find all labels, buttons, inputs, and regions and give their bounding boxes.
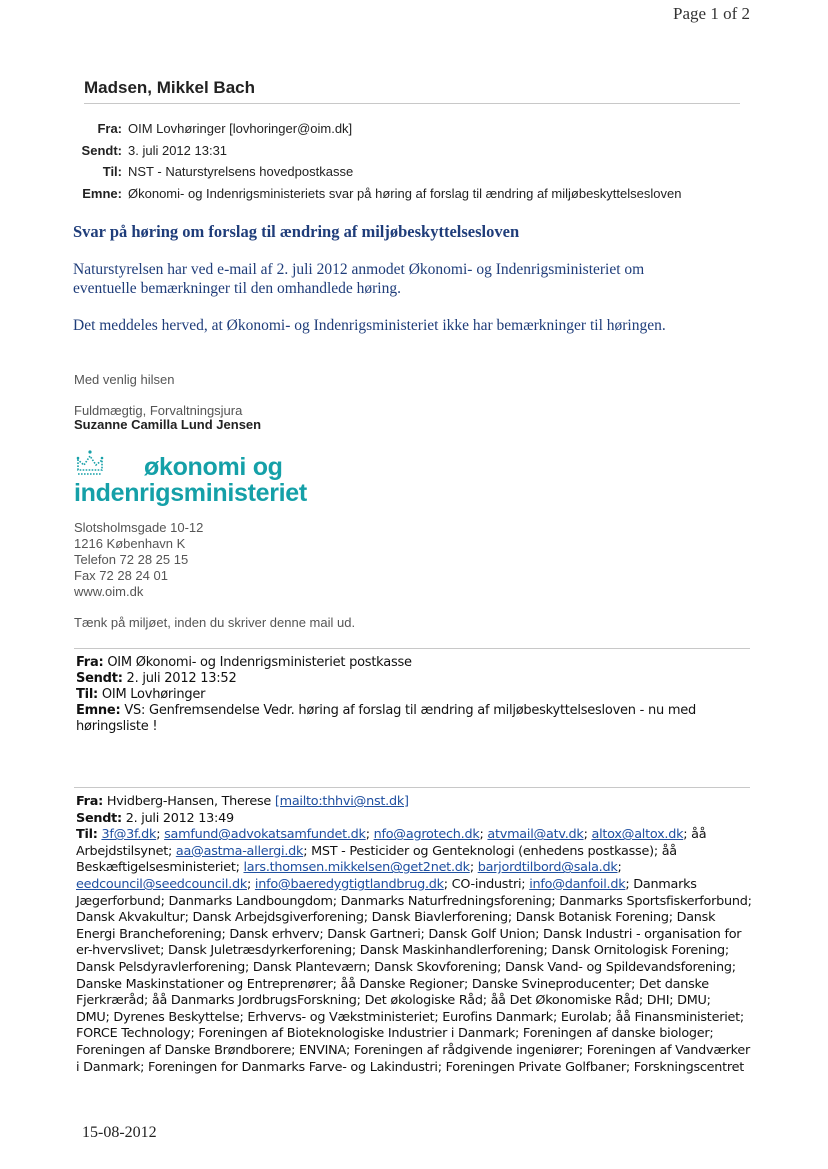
footer-date: 15-08-2012 [82,1124,157,1141]
mailto-link[interactable]: [mailto:thhvi@nst.dk] [274,794,409,809]
subject-row: Emne: Økonomi- og Indenrigsministeriets svar på høring af forslag til ændring af miljøbeskyttelsesloven [82,185,682,201]
body-title: Svar på høring om forslag til ændring af miljøbeskyttelsesloven [73,222,520,241]
email-link[interactable]: nfo@agrotech.dk [373,827,480,843]
ministry-logo: økonomi og indenrigsministeriet [74,453,307,507]
signature-name: Suzanne Camilla Lund Jensen [74,417,262,432]
recipient-line: Fjerkræråd; åå Danmarks JordbrugsForskning; Det økologiske Råd; åå Det Økonomiske Råd; DHI; DMU; [76,993,711,1009]
email-link[interactable]: info@baeredygtigtlandbrug.dk [254,876,444,892]
recipient-line: i Danmark; Foreningen for Danmarks Farve- og Lakindustri; Foreningen Private Golfbaner; Forskningscentret [76,1059,745,1075]
forward-divider-2 [74,787,750,788]
email-link[interactable]: barjordtilbord@sala.dk [477,860,618,876]
recipient-line: Energi Brancheforening; Dansk erhverv; Dansk Gartneri; Dansk Golf Union; Dansk Industri - organisation for [76,926,742,942]
to-value[interactable]: NST - Naturstyrelsens hovedpostkasse [128,164,354,179]
recipient-line: FORCE Technology; Foreningen af Bioteknologiske Industrier i Danmark; Foreningen af danske biologer; [76,1026,714,1042]
sender-name: Madsen, Mikkel Bach [84,78,256,97]
body-paragraph-2: Det meddeles herved, at Økonomi- og Indenrigsministeriet ikke har bemærkninger til høringen. [73,317,666,334]
sent-value: 3. juli 2012 13:31 [128,142,228,158]
environment-note: Tænk på miljøet, inden du skriver denne mail ud. [74,615,356,630]
recipient-line: er-hvervslivet; Dansk Juletræsdyrkerforening; Dansk Maskinhandlerforening; Dansk Ornitologisk Forening; [76,943,729,959]
subject-value: Økonomi- og Indenrigsministeriets svar på høring af forslag til ændring af miljøbeskyttelsesloven [128,185,682,201]
email-link[interactable]: aa@astma-allergi.dk [175,843,304,859]
signature-role: Fuldmægtig, Forvaltningsjura [74,403,243,418]
header-divider [84,103,740,104]
address-block: Slotsholmsgade 10-12 1216 København K Telefon 72 28 25 15 Fax 72 28 24 01 www.oim.dk [74,520,204,599]
to-row: Til: NST - Naturstyrelsens hovedpostkasse [102,164,354,179]
email-link[interactable]: atvmail@atv.dk [487,827,584,843]
email-link[interactable]: lars.thomsen.mikkelsen@get2net.dk [243,860,470,876]
email-link[interactable]: 3f@3f.dk [101,827,157,843]
recipient-line: Jægerforbund; Danmarks Landboungdom; Danmarks Naturfredningsforening; Danmarks Sportsfiskerforbund; [76,893,752,909]
email-link[interactable]: altox@altox.dk [591,827,684,843]
greeting: Med venlig hilsen [74,372,175,387]
from-value[interactable]: OIM Lovhøringer [lovhoringer@oim.dk] [128,121,353,136]
email-link[interactable]: eedcouncil@seedcouncil.dk [76,876,248,892]
forwarded-header-1: Fra: OIM Økonomi- og Indenrigsministeriet postkasse Sendt: 2. juli 2012 13:52 Til: OIM Lovhøringer Emne: VS: Genfremsendelse Vedr. høring af forslag til ændring af miljøbeskyttelsesloven - nu med høringsliste ! [76,655,697,734]
email-link[interactable]: info@danfoil.dk [529,876,626,892]
body-paragraph-1: Naturstyrelsen har ved e-mail af 2. juli 2012 anmodet Økonomi- og Indenrigsministeriet om eventuelle bemærkninger til den omhandlede høring. [73,261,645,297]
recipient-line: Dansk Pelsdyravlerforening; Dansk Planteværn; Dansk Skovforening; Dansk Vand- og Spildevandsforening; [76,959,736,975]
email-link[interactable]: samfund@advokatsamfundet.dk [164,827,366,843]
recipient-line: DMU; Dyrenes Beskyttelse; Erhvervs- og Vækstministeriet; Eurofins Danmark; Eurolab; åå Finansministeriet; [76,1009,744,1025]
recipient-line: Danske Maskinstationer og Entreprenører; åå Danske Regioner; Danske Svineproducenter; Det danske [76,976,709,992]
recipient-line: Dansk Akvakultur; Dansk Arbejdsgiverforening; Dansk Biavlerforening; Dansk Botanisk Forening; Dansk [76,910,716,926]
recipient-line: Foreningen af Danske Brøndborere; ENVINA; Foreningen af rådgivende ingeniører; Foreningen af Vandværker [76,1042,751,1058]
forward-divider-1 [74,648,750,649]
from-row: Fra: OIM Lovhøringer [lovhoringer@oim.dk] [97,121,353,136]
website-link[interactable]: www.oim.dk [74,584,144,599]
sent-row: Sendt: 3. juli 2012 13:31 [81,142,228,158]
email-header [74,118,681,204]
page-number: Page 1 of 2 [673,4,750,23]
forwarded-header-2: Fra: Hvidberg-Hansen, Therese [mailto:thhvi@nst.dk] Sendt: 2. juli 2012 13:49 Til: 3f@3f.dk; samfund@advokatsamfundet.dk; nfo@agrotech.dk; atvmail@atv.dk; altox@altox.dk; åå Arbejdstilsynet; aa@astma-allergi.dk; MST - Pesticider og Genteknologi (enhedens postkasse); åå Beskæftigelsesministeriet; lars.thomsen.mikkelsen@get2net.dk; barjordtilbord@sala.dk; eedcouncil@seedcouncil.dk; info@baeredygtigtlandbrug.dk; CO-industri; info@danfoil.dk; Danmarks Jægerforbund; Danmarks Landboungdom; Danmarks Naturfredningsforening; Danmarks Sportsfiskerforbund; Dansk Akvakultur; Dansk Arbejdsgiverforening; Dansk Biavlerforening; Dansk Botanisk Forening; Dansk Energi Brancheforening; Dansk erhverv; Dansk Gartneri; Dansk Golf Union; Dansk Industri - organisation for er-hvervslivet; Dansk Juletræsdyrkerforening; Dansk Maskinhandlerforening; Dansk Ornitologisk Forening; Dansk Pelsdyravlerforening; Dansk Planteværn; Dansk Skovforening; Dansk Vand- og Spildevandsforening; Danske Maskinstationer og Entreprenører; åå Danske Regioner; Danske Svineproducenter; Det danske Fjerkræråd; åå Danmarks JordbrugsForskning; Det økologiske Råd; åå Det Økonomiske Råd; DHI; DMU; DMU; Dyrenes Beskyttelse; Erhvervs- og Vækstministeriet; Eurofins Danmark; Eurolab; åå Finansministeriet; FORCE Technology; Foreningen af Bioteknologiske Industrier i Danmark; Foreningen af danske biologer; Foreningen af Danske Brøndborere; ENVINA; Foreningen af rådgivende ingeniører; Foreningen af Vandværker i Danmark; Foreningen for Danmarks Farve- og Lakindustri; Foreningen Private Golfbaner; Forskningscentret [76,794,766,1076]
